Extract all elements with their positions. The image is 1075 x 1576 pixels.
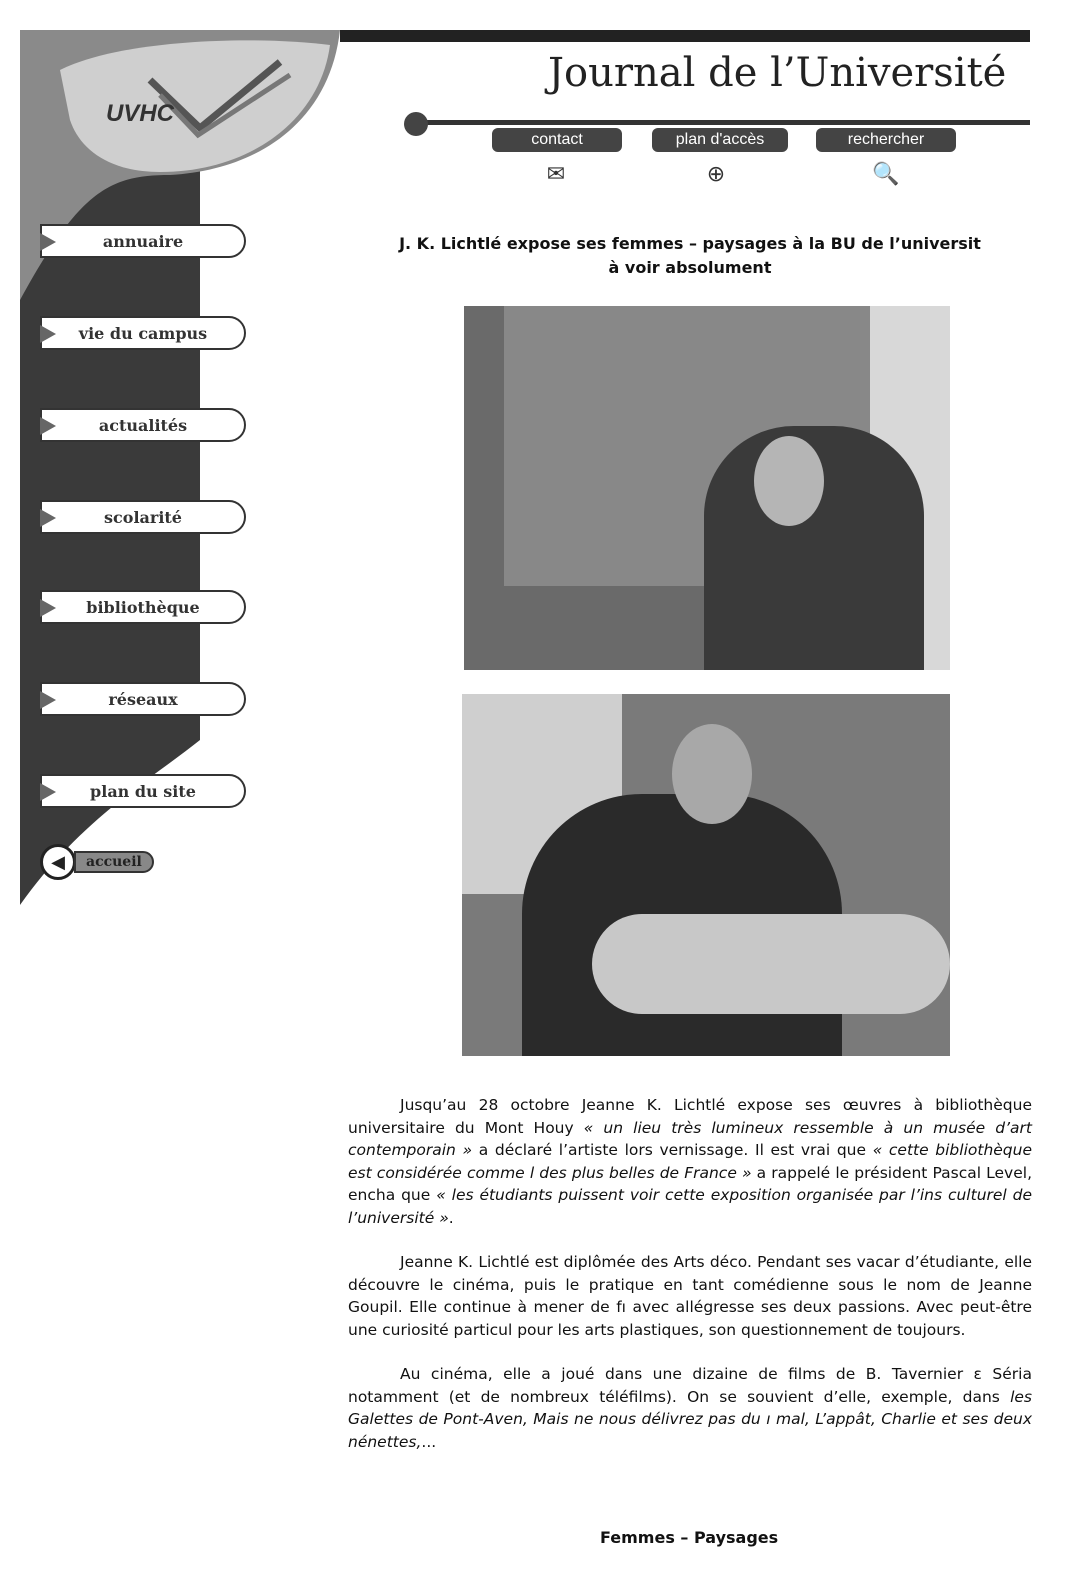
p3-text-a: Au cinéma, elle a joué dans une dizaine de films de B. Tavernier ε Séria notamment (et de nombreux téléfilms). On se souvient d’elle, exemple, dans: [348, 1365, 1032, 1406]
paragraph-1: [348, 1094, 1032, 1229]
sidebar-item-label: réseaux: [108, 689, 178, 709]
p1-text-g: .: [448, 1208, 454, 1227]
uvhc-logo[interactable]: [90, 50, 300, 150]
back-arrow-icon: ◀: [40, 844, 76, 880]
photo-artist-woman: [464, 306, 950, 670]
arrow-right-icon: [40, 783, 56, 801]
sidebar: [0, 0, 340, 910]
plan-acces-label: plan d'accès: [675, 131, 765, 148]
sidebar-item-scolarite[interactable]: [40, 500, 246, 534]
home-label: accueil: [74, 851, 154, 873]
article-title-line1: J. K. Lichtlé expose ses femmes – paysages à la BU de l’universit: [399, 234, 981, 253]
magnifier-icon[interactable]: 🔍: [872, 161, 900, 187]
article-title: [340, 232, 1040, 280]
sidebar-item-actualites[interactable]: [40, 408, 246, 442]
sidebar-item-label: actualités: [98, 415, 188, 435]
contact-label: contact: [531, 131, 583, 148]
paragraph-2: Jeanne K. Lichtlé est diplômée des Arts déco. Pendant ses vacar d’étudiante, elle découvre le cinéma, puis le pratique en tant comédienne sous le nom de Jeanne Goupil. Elle continue à mener de fı avec allégresse ses deux passions. Avec peut-être une curiosité particul pour les arts plastiques, son questionnement de toujours.: [348, 1253, 1032, 1339]
sidebar-item-label: annuaire: [102, 231, 184, 251]
guitar-shape: [592, 914, 950, 1014]
paragraph-3: [348, 1363, 1032, 1453]
envelope-icon[interactable]: ✉: [546, 161, 566, 187]
sidebar-item-vie-du-campus[interactable]: [40, 316, 246, 350]
header: [340, 30, 1030, 200]
p1-quote-2: « cette bibliothèque est considérée comme l des plus belles de France »: [348, 1141, 1033, 1182]
site-title: Journal de l’Université: [548, 50, 1007, 96]
photo-guitarist: [462, 694, 950, 1056]
p3-text-c: ...: [421, 1432, 437, 1451]
title-underline: [418, 120, 1030, 125]
map-icon[interactable]: ⊕: [706, 161, 726, 187]
p1-text-c: a déclaré l’artiste lors vernissage. Il est vrai que: [472, 1141, 873, 1159]
sidebar-item-label: plan du site: [90, 781, 196, 801]
arrow-right-icon: [40, 599, 56, 617]
arrow-right-icon: [40, 509, 56, 527]
p1-text-a: Jusqu’au 28 octobre Jeanne K. Lichtlé expose ses œuvres à bibliothèque universitaire du Mont Houy: [348, 1096, 1032, 1137]
face-shape: [754, 436, 824, 526]
sidebar-item-bibliotheque[interactable]: [40, 590, 246, 624]
logo-text: UVHC: [106, 100, 175, 127]
sidebar-item-reseaux[interactable]: [40, 682, 246, 716]
p1-quote-3: « les étudiants puissent voir cette exposition organisée par l’ins culturel de l’université »: [348, 1186, 1032, 1227]
sidebar-item-label: scolarité: [104, 507, 182, 527]
arrow-right-icon: [40, 417, 56, 435]
home-button[interactable]: [40, 842, 154, 882]
arrow-right-icon: [40, 325, 56, 343]
p1-text-e: a rappelé le président Pascal Level, encha que: [348, 1163, 1032, 1204]
rechercher-button[interactable]: [816, 128, 956, 152]
contact-button[interactable]: [492, 128, 622, 152]
rechercher-label: rechercher: [847, 131, 925, 148]
arrow-right-icon: [40, 233, 56, 251]
article-title-line2: à voir absolument: [608, 258, 772, 277]
header-bar: [340, 30, 1030, 42]
plan-acces-button[interactable]: [652, 128, 788, 152]
article-body: [348, 1094, 1032, 1475]
p3-film-titles: les Galettes de Pont-Aven, Mais ne nous délivrez pas du ı mal, L’appât, Charlie et ses deux nénettes,: [348, 1387, 1032, 1451]
sidebar-item-label: vie du campus: [78, 323, 208, 343]
sidebar-item-plan-du-site[interactable]: [40, 774, 246, 808]
face-shape: [672, 724, 752, 824]
p1-quote-1: « un lieu très lumineux ressemble à un musée d’art contemporain »: [348, 1118, 1032, 1159]
section-subheading: Femmes – Paysages: [600, 1528, 779, 1547]
play-bullet-icon: [404, 112, 428, 136]
arrow-right-icon: [40, 691, 56, 709]
sidebar-item-label: bibliothèque: [86, 597, 200, 617]
sidebar-item-annuaire[interactable]: [40, 224, 246, 258]
